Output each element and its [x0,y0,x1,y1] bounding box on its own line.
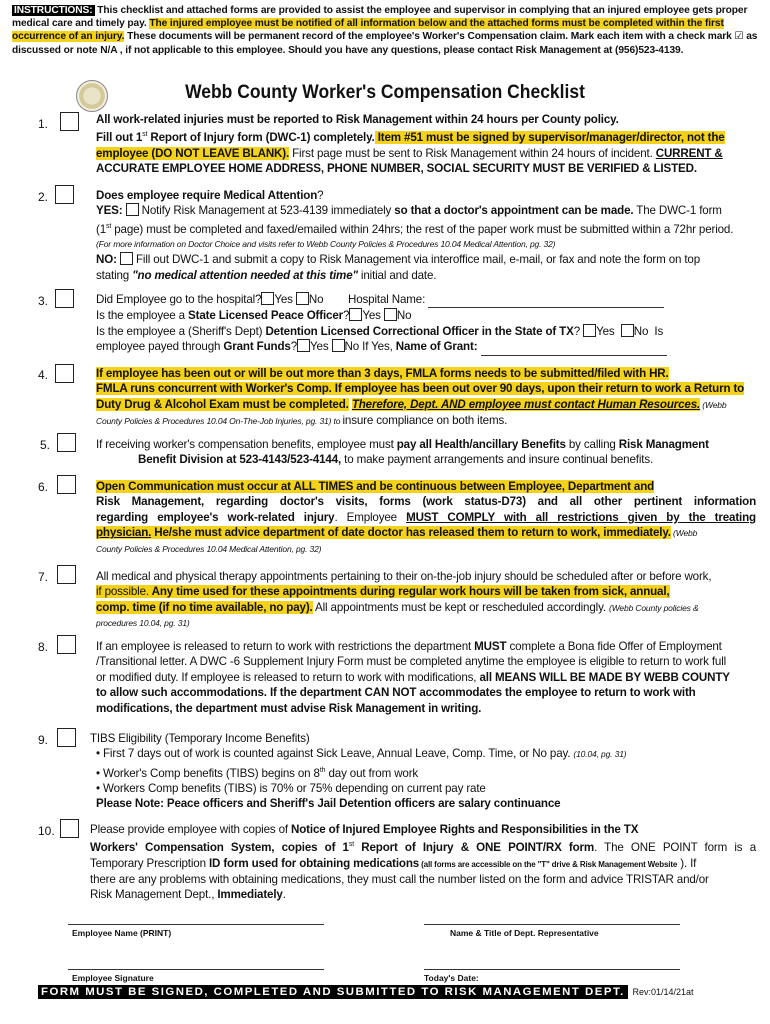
item-1-sup: st [142,131,148,139]
item-2-line: page) must be completed and faxed/emailed within 24hrs; the rest of the paper work must be submitted within a 72hr period. [111,222,734,236]
item-10-line: . The ONE POINT form is a [594,841,756,855]
item-8-line: all MEANS WILL BE MADE BY WEBB COUNTY [479,670,730,684]
item-1-line: First page must be sent to Risk Management within 24 hours of incident. [289,146,656,160]
item-3-line: ? [343,309,350,323]
item-7-ref: procedures 10.04, pg. 31) [96,618,190,629]
item-2-yes: YES: [96,204,123,218]
item-3-yes: Yes [274,293,293,306]
item-3-no: No [308,293,324,306]
item-10-line: Risk Management Dept., [90,888,218,902]
item-7-highlight: comp. time (if no time available, no pay). [96,600,313,614]
item-6-highlight: Open Communication must occur at ALL TIMES and be continuous between Employee, Department and [96,480,655,493]
item-3-peace-yes-checkbox[interactable] [349,308,362,321]
item-3-yes: Yes [596,324,615,338]
item-3-line: Did Employee go to the hospital? [96,293,262,306]
item-10-line: Notice of Injured Employee Rights and Responsibilities in the TX [291,823,639,836]
footer [38,986,694,998]
grant-name-field[interactable] [481,339,667,355]
item-3-grant-no-checkbox[interactable] [332,339,345,352]
item-1-line: Fill out 1 [96,131,143,145]
item-3-line: Is the employee a (Sheriff's Dept) [96,324,266,338]
item-8-text [96,639,756,716]
revision-label: Rev:01/14/21at [632,987,694,997]
item-6-line: Risk Management, regarding doctor's visits, forms (work status-D73) and all other pertinent information [96,495,756,509]
item-8-line: If an employee is released to return to work with restrictions the department [96,640,475,653]
item-2-question: ? [317,189,324,202]
date-label: Today's Date: [424,973,479,983]
item-5-text [96,437,756,468]
item-6-line: regarding employee's work-related injury [96,510,335,524]
item-8-line: modifications, the department must advise Risk Management in writing. [96,701,482,715]
item-10-line: ). If [677,856,697,870]
item-2-line: stating [96,268,133,282]
item-7-highlight: Any time used for these appointments during regular work hours will be taken from sick, annual, [148,585,670,599]
item-6-ref: County Policies & Procedures 10.04 Medical Attention, pg. 32) [96,543,322,554]
item-9-line: TIBS Eligibility (Temporary Income Benefits) [90,732,310,745]
instructions-text-2: These documents will be permanent record of the employee's Worker's Compensation claim. Mark each item with a check mark ☑ as discussed or note N/A , if not applicable to this employee. Should you have any questions, please contact Risk Management at (956)523-4139. [12,31,758,56]
item-3-line: State Licensed Peace Officer [188,309,344,323]
date-field[interactable] [424,969,680,970]
item-6-line: MUST COMPLY with all restrictions given by the treating [406,510,756,524]
item-6-text [96,479,756,557]
item-number: 6. [38,480,49,494]
item-10-line: ID form used for obtaining medications [208,856,420,870]
item-3-yes: Yes [310,340,329,354]
item-6-line: . Employee [334,510,407,524]
item-3-line: employee payed through [96,340,224,354]
item-9-ref: (10.04, pg. 31) [573,749,627,760]
item-10-line: Temporary Prescription [90,856,209,870]
item-1-line: Report of Injury form (DWC-1) completely. [147,131,375,145]
employee-signature-field[interactable] [68,969,324,970]
item-3-line: Grant Funds [223,340,291,354]
item-3-line: Detention Licensed Correctional Officer in the State of TX [265,324,574,338]
item-6-checkbox[interactable] [57,475,76,494]
item-2-sup: st [106,222,112,230]
item-3-no: No [396,309,412,323]
item-number: 1. [38,117,49,131]
item-10-line: Report of Injury & ONE POINT/RX form [354,841,595,855]
item-3-line: ? [573,324,581,338]
item-2-yes-checkbox[interactable] [126,203,139,216]
item-10-line: Please provide employee with copies of [90,823,292,836]
item-9-checkbox[interactable] [57,728,76,747]
item-2-checkbox[interactable] [55,185,74,204]
item-3-peace-no-checkbox[interactable] [384,308,397,321]
item-number: 4. [38,368,49,382]
item-2-line: Fill out DWC-1 and submit a copy to Risk Management via interoffice mail, e-mail, or fax and note the form on top [132,253,701,267]
item-5-line: If receiving worker's compensation benefits, employee must [96,438,397,451]
item-7-checkbox[interactable] [57,565,76,584]
item-9-bullet: • Workers Comp benefits (TIBS) is 70% or 75% depending on current pay rate [96,782,486,796]
item-number: 9. [38,733,49,747]
item-2-line: (1 [96,222,107,236]
instructions-text: This checklist and attached forms are provided to assist the employee and supervisor in complying that an injured employee gets proper medical care and timely pay. [12,5,748,30]
item-6-highlight: physician. [96,526,152,540]
item-10-line: . [282,888,286,902]
employee-name-field[interactable] [68,924,324,925]
employee-signature-label: Employee Signature [72,973,154,983]
item-3-hospital-label: Hospital Name: [348,293,426,306]
item-5-checkbox[interactable] [57,433,76,452]
item-2-line: so that a doctor's appointment can be made. [394,204,634,218]
item-4-ref: County Policies & Procedures 10.04 On-The-Job Injuries, pg. 31) to [96,416,343,427]
hospital-name-field[interactable] [428,292,664,308]
item-3-checkbox[interactable] [55,289,74,308]
item-3-grant-yes-checkbox[interactable] [297,339,310,352]
item-3-no: No [344,340,360,354]
item-10-text [90,822,756,903]
item-2-line: Notify Risk Management at 523-4139 immediately [138,204,395,218]
item-4-ref: (Webb [700,399,727,410]
item-4-line: insure compliance on both items. [342,414,508,428]
item-number: 3. [38,294,49,308]
item-7-line: All medical and physical therapy appointments pertaining to their on-the-job injury should be scheduled after or before work, [96,570,712,583]
item-number: 7. [38,570,49,584]
item-1-highlight: employee (DO NOT LEAVE BLANK). [96,146,290,160]
item-3-detention-no-checkbox[interactable] [621,324,634,337]
item-2-text [96,188,756,283]
item-6-ref: (Webb [670,528,698,539]
item-4-highlight: FMLA runs concurrent with Worker's Comp. If employee has been out over 90 days, upon their return to work a Return to [96,382,745,396]
item-10-line: there are any problems with obtaining medications, they must call the number listed on the form and advice TRISTAR and/or [90,873,709,887]
item-3-hospital-no-checkbox[interactable] [296,292,309,305]
item-1-line: All work-related injuries must be reported to Risk Management within 24 hours per County policy. [96,113,619,126]
item-9-text [90,731,756,812]
item-7-text [96,569,756,632]
item-9-bullet: • First 7 days out of work is counted against Sick Leave, Annual Leave, Comp. Time, or No pay. [96,747,574,761]
item-number: 2. [38,190,49,204]
item-3-line: ? [290,340,297,354]
item-7-ref: (Webb County policies & [609,602,699,613]
item-2-no: NO: [96,253,117,267]
item-9-note: Please Note: Peace officers and Sheriff's Jail Detention officers are salary continuance [96,797,561,811]
item-5-line: Risk Managment [618,438,709,451]
item-9-bullet: • Worker's Comp benefits (TIBS) begins on 8 [96,766,320,780]
item-10-sup: st [348,841,354,849]
item-3-yes: Yes [362,309,381,323]
item-4-highlight: Therefore, Dept. AND employee must contact Human Resources. [351,397,701,411]
item-3-hospital-yes-checkbox[interactable] [261,292,274,305]
item-6-highlight: He/she must advice department of date doctor has released them to return to work, immediately. [151,526,671,540]
instructions-block [12,4,758,57]
item-1-checkbox[interactable] [60,112,79,131]
item-1-text [96,112,756,176]
item-8-line: /Transitional letter. A DWC -6 Supplement Injury Form must be completed anytime the employee is eligible to return to work full [96,655,727,669]
rep-name-label: Name & Title of Dept. Representative [450,928,599,938]
footer-banner: FORM MUST BE SIGNED, COMPLETED AND SUBMITTED TO RISK MANAGEMENT DEPT. [38,985,628,999]
item-4-highlight: If employee has been out or will be out more than 3 days, FMLA forms needs to be submitted/filed with HR. [96,367,669,380]
item-2-line: "no medical attention needed at this time" [132,268,358,282]
item-2-question: Does employee require Medical Attention [96,189,318,202]
page-title: Webb County Worker's Compensation Checklist [185,82,585,103]
item-1-line: ACCURATE EMPLOYEE HOME ADDRESS, PHONE NUMBER, SOCIAL SECURITY MUST BE VERIFIED & LISTED. [96,162,697,176]
item-10-line: Immediately [217,888,283,902]
item-3-grant-label: Name of Grant: [395,340,478,354]
item-10-checkbox[interactable] [60,819,79,838]
item-2-note: (For more information on Doctor Choice and visits refer to Webb County Policies & Procedures 10.04 Medical Attention, pg. 32) [96,239,556,250]
item-2-line: The DWC-1 form [633,204,722,218]
rep-name-field[interactable] [424,924,680,925]
item-5-line: to make payment arrangements and insure continual benefits. [341,453,654,467]
item-9-sup: th [319,766,326,774]
item-2-no-checkbox[interactable] [120,252,133,265]
item-number: 5. [40,438,51,452]
item-5-line: pay all Health/ancillary Benefits [396,438,566,451]
item-1-line: CURRENT & [655,146,723,160]
item-3-detention-yes-checkbox[interactable] [583,324,596,337]
item-8-line: to allow such accommodations. If the department CAN NOT accommodates the employee to return to work with [96,686,696,700]
item-5-line: Benefit Division at 523-4143/523-4144, [138,453,342,467]
item-number: 10. [38,824,55,838]
item-7-line: All appointments must be kept or rescheduled accordingly. [312,600,610,614]
item-3-line: Is the employee a [96,309,189,323]
item-9-bullet: day out from work [325,766,419,780]
item-5-line: by calling [565,438,619,451]
item-7-highlight: if possible. [96,585,149,599]
item-3-line: If Yes, [359,340,396,354]
employee-name-label: Employee Name (PRINT) [72,928,172,938]
item-3-is: Is [654,324,664,338]
item-8-line: complete a Bona fide Offer of Employment [506,640,722,653]
item-3-no: No [633,324,649,338]
item-4-highlight: Duty Drug & Alcohol Exam must be completed. [96,397,349,411]
item-8-line: MUST [474,640,507,653]
item-number: 8. [38,640,49,654]
item-10-line: Workers' Compensation System, copies of 1 [90,841,349,855]
instructions-highlight: The injured employee must be notified of all information below and the attached forms must be completed within the first occurrence of an injury. [12,18,724,43]
item-4-text [96,366,756,430]
item-8-line: or modified duty. If employee is released to return to work with modifications, [96,670,480,684]
item-8-checkbox[interactable] [57,635,76,654]
item-1-highlight: Item #51 must be signed by supervisor/manager/director, not the [374,131,725,145]
instructions-label: INSTRUCTIONS: [14,5,93,16]
item-2-line: initial and date. [357,268,437,282]
item-10-ref: (all forms are accessible on the "T" drive & Risk Management Website [419,859,678,869]
item-4-checkbox[interactable] [55,364,74,383]
item-3-text [96,292,756,356]
